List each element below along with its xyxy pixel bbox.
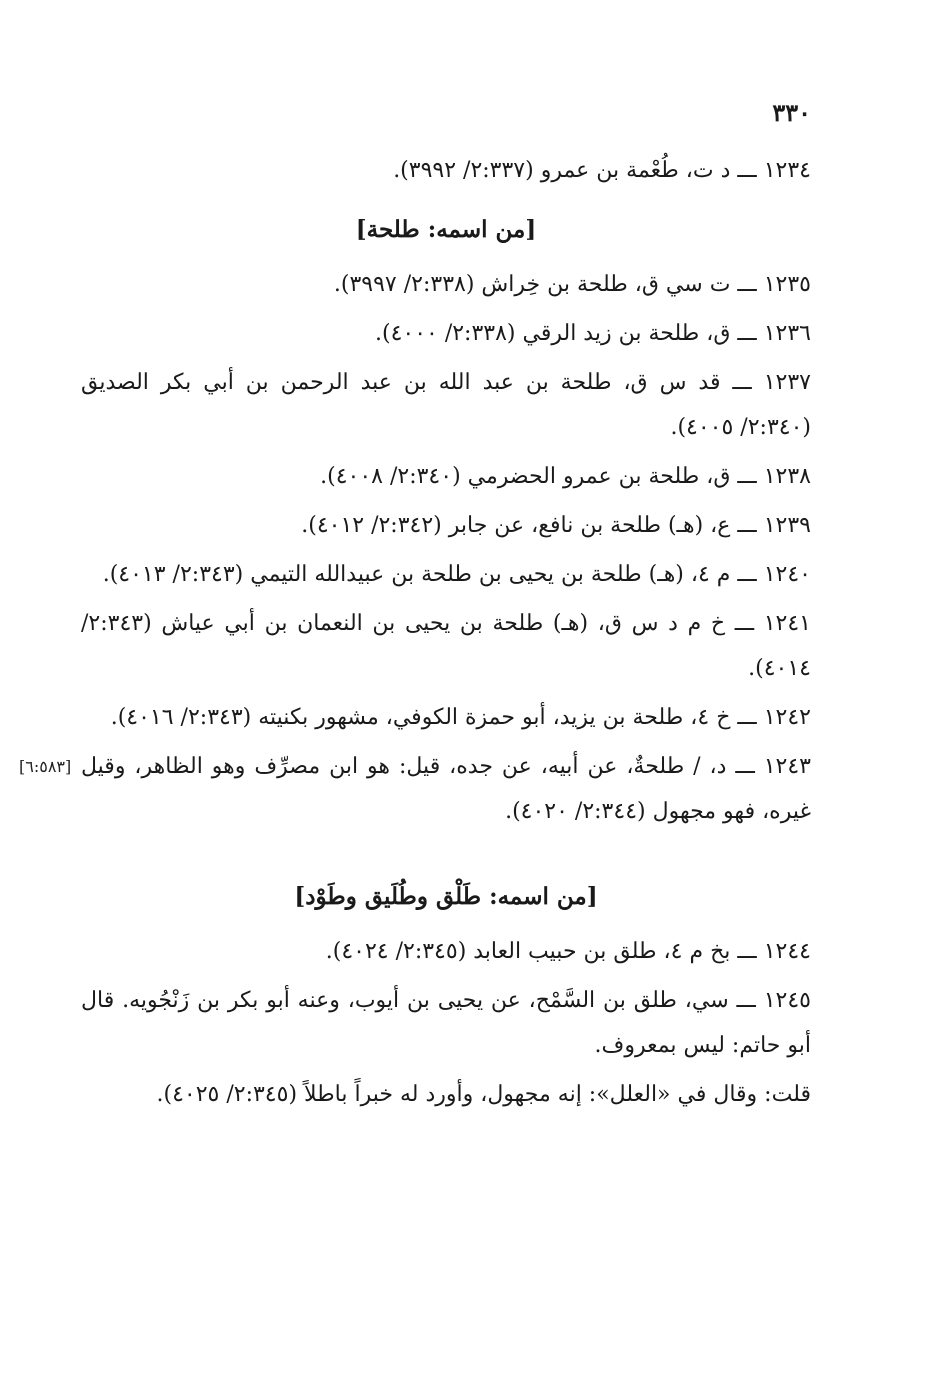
- section-heading-talha: [من اسمه: طلحة]: [355, 216, 537, 243]
- entry-1238: ١٢٣٨ ـــ ق، طلحة بن عمرو الحضرمي (٢:٣٤٠/ ٤٠٠٨).: [320, 464, 811, 489]
- page-content: [19, 148, 811, 1121]
- page-number: ٣٣٠: [772, 98, 811, 127]
- entry-1239: ١٢٣٩ ـــ ع، (هـ) طلحة بن نافع، عن جابر (٢:٣٤٢/ ٤٠١٢).: [301, 513, 811, 538]
- entry-1242: ١٢٤٢ ـــ خ ٤، طلحة بن يزيد، أبو حمزة الكوفي، مشهور بكنيته (٢:٣٤٣/ ٤٠١٦).: [110, 705, 811, 730]
- entry-1240: ١٢٤٠ ـــ م ٤، (هـ) طلحة بن يحيى بن طلحة بن عبيدالله التيمي (٢:٣٤٣/ ٤٠١٣).: [102, 562, 811, 587]
- entry-1244: ١٢٤٤ ـــ بخ م ٤، طلق بن حبيب العابد (٢:٣٤٥/ ٤٠٢٤).: [325, 939, 811, 964]
- entry-1237: ١٢٣٧ ـــ قد س ق، طلحة بن عبد الله بن عبد الرحمن بن أبي بكر الصديق (٢:٣٤٠/ ٤٠٠٥).: [81, 370, 811, 440]
- entry-1243-block: [19, 744, 811, 834]
- entry-1245: ١٢٤٥ ـــ سي، طلق بن السَّمْح، عن يحيى بن أيوب، وعنه أبو بكر بن زَنْجُويه. قال أبو حاتم: ليس بمعروف.: [81, 988, 811, 1058]
- entry-1234: ١٢٣٤ ـــ د ت، طُعْمة بن عمرو (٢:٣٣٧/ ٣٩٩٢).: [393, 158, 811, 183]
- entry-1243: ١٢٤٣ ـــ د، / طلحةٌ، عن أبيه، عن جده، قيل: هو ابن مصرِّف وهو الظاهر، وقيل غيره، فهو مجهول (٢:٣٤٤/ ٤٠٢٠).: [81, 754, 811, 824]
- margin-reference-note: [٦:٥٨٣]: [19, 757, 72, 776]
- closing-note: قلت: وقال في «العلل»: إنه مجهول، وأورد له خبراً باطلاً (٢:٣٤٥/ ٤٠٢٥).: [156, 1082, 811, 1107]
- entry-1241: ١٢٤١ ـــ خ م د س ق، (هـ) طلحة بن يحيى بن النعمان بن أبي عياش (٢:٣٤٣/ ٤٠١٤).: [81, 611, 811, 681]
- section-heading-talq: [من اسمه: طَلْق وطُلَيق وطَوْد]: [294, 883, 598, 910]
- entry-1236: ١٢٣٦ ـــ ق، طلحة بن زيد الرقي (٢:٣٣٨/ ٤٠٠٠).: [374, 321, 811, 346]
- entry-1235: ١٢٣٥ ـــ ت سي ق، طلحة بن خِراش (٢:٣٣٨/ ٣٩٩٧).: [333, 272, 811, 297]
